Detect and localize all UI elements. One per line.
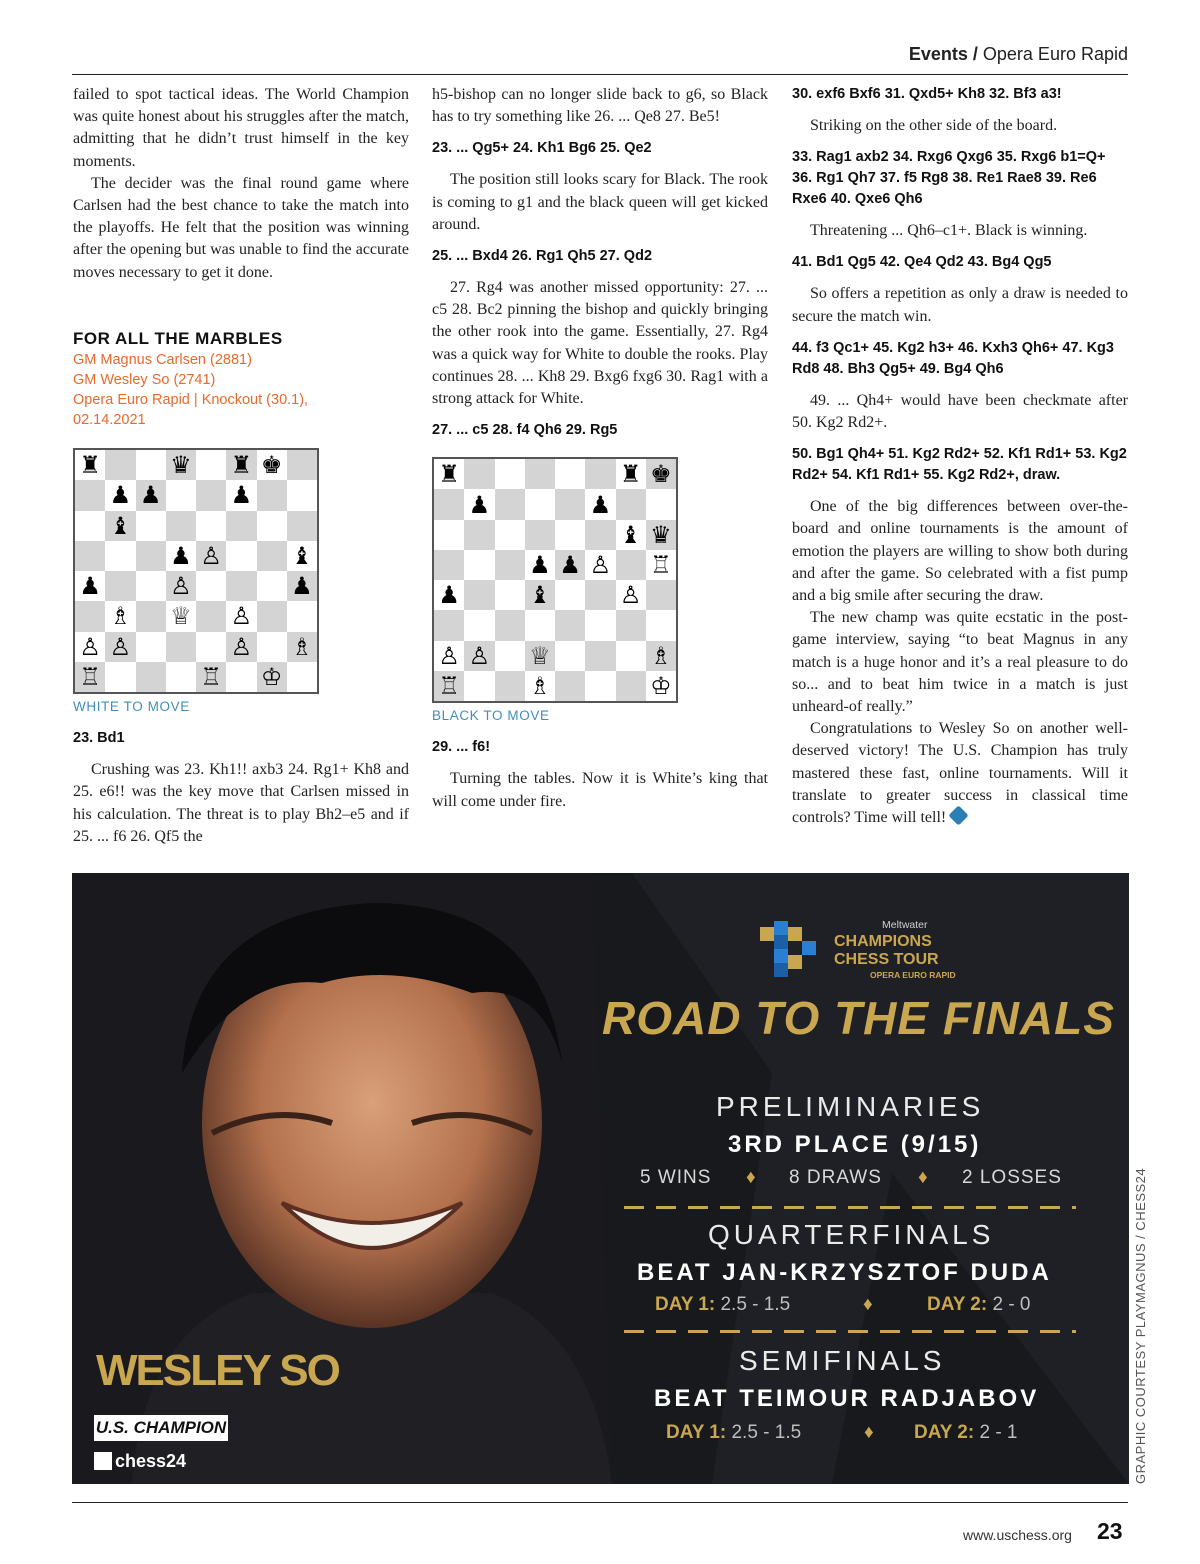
board-square	[585, 520, 615, 550]
paragraph: The decider was the final round game where Carlsen had the best chance to take the match into the playoffs. He felt that the position was winning after the opening but was unable to find the accurate moves necessary to get it done.	[73, 174, 409, 281]
qf-result: BEAT JAN-KRZYSZTOF DUDA	[637, 1259, 1052, 1286]
stage-semifinals: SEMIFINALS	[739, 1345, 946, 1376]
chess-piece-icon: ♔︎	[646, 671, 676, 701]
chess-piece-icon: ♙︎	[196, 541, 226, 571]
board-square	[464, 580, 494, 610]
chess-piece-icon: ♙︎	[166, 571, 196, 601]
logo-line-3: OPERA EURO RAPID	[870, 970, 956, 980]
paragraph: One of the big differences between over-the-board and online tournaments is the amount of emotion the players are willing to show both during and after the game. So celebrated with a fist pump and a big smile after securing the draw.	[792, 498, 1128, 605]
chess-piece-icon: ♗︎	[105, 601, 135, 631]
board-square	[136, 541, 166, 571]
game-white-player: GM Magnus Carlsen (2881)	[73, 352, 252, 369]
sf-day2-score: 2 - 1	[979, 1422, 1018, 1443]
chess-piece-icon: ♙︎	[464, 641, 494, 671]
board-square	[555, 459, 585, 489]
paragraph: h5-bishop can no longer slide back to g6, so Black has to try something like 26. ... Qe8 27. Be5!	[432, 86, 768, 126]
chess24-logo-icon	[94, 1452, 112, 1470]
board-square	[136, 450, 166, 480]
board-square	[495, 520, 525, 550]
board-square	[136, 662, 166, 692]
board-square	[196, 480, 226, 510]
board-square	[105, 571, 135, 601]
chess-piece-icon: ♜︎	[616, 459, 646, 489]
game-event: Opera Euro Rapid | Knockout (30.1),	[73, 392, 309, 409]
chess-piece-icon: ♟︎	[166, 541, 196, 571]
move-line: 30. exf6 Bxf6 31. Qxd5+ Kh8 32. Bf3 a3!	[792, 86, 1062, 102]
header-rule	[72, 74, 1128, 75]
sf-day1-score: 2.5 - 1.5	[731, 1422, 802, 1443]
footer-rule	[72, 1502, 1128, 1503]
move-line: 23. Bd1	[73, 730, 125, 747]
board-square	[495, 459, 525, 489]
game-date: 02.14.2021	[73, 412, 146, 429]
chess-piece-icon: ♟︎	[105, 480, 135, 510]
logo-line-2: CHESS TOUR	[834, 951, 939, 968]
chess-piece-icon: ♝︎	[105, 511, 135, 541]
board-square	[525, 610, 555, 640]
board-square	[585, 641, 615, 671]
chess24-logo	[94, 1451, 186, 1472]
board-square	[616, 610, 646, 640]
paragraph	[792, 718, 1128, 829]
board-square	[434, 610, 464, 640]
chess24-wordmark: chess24	[115, 1451, 187, 1471]
move-line: 50. Bg1 Qh4+ 51. Kg2 Rd2+ 52. Kf1 Rd1+ 53. Kg2 Rd2+ 54. Kf1 Rd1+ 55. Kg2 Rd2+, draw.	[792, 446, 1127, 484]
paragraph: Turning the tables. Now it is White’s king that will come under fire.	[432, 770, 768, 810]
sf-result: BEAT TEIMOUR RADJABOV	[654, 1385, 1040, 1412]
chess-piece-icon: ♙︎	[434, 641, 464, 671]
board-square	[585, 610, 615, 640]
chess-diagram-2	[432, 457, 678, 703]
column-1	[73, 84, 409, 848]
prelim-losses: 2 LOSSES	[962, 1167, 1062, 1188]
dashed-divider	[624, 1330, 1076, 1333]
paragraph: Striking on the other side of the board.	[810, 117, 1058, 134]
chess-piece-icon: ♟︎	[525, 550, 555, 580]
paragraph: So offers a repetition as only a draw is needed to secure the match win.	[792, 285, 1128, 325]
qf-day2-score: 2 - 0	[992, 1294, 1031, 1315]
board-square	[464, 520, 494, 550]
board-square	[105, 541, 135, 571]
sf-day1-label: DAY 1:	[666, 1422, 727, 1443]
chess-piece-icon: ♟︎	[585, 489, 615, 519]
board-square	[226, 662, 256, 692]
board-square	[616, 550, 646, 580]
chess-piece-icon: ♚︎	[646, 459, 676, 489]
board-square	[257, 480, 287, 510]
chess-piece-icon: ♙︎	[616, 580, 646, 610]
qf-day1-label: DAY 1:	[655, 1294, 716, 1315]
poster-headline: ROAD TO THE FINALS	[602, 992, 1115, 1044]
board-square	[75, 511, 105, 541]
player-name-logo: WESLEY SO	[96, 1346, 339, 1395]
separator-icon: ♦	[918, 1167, 929, 1188]
board-square	[616, 641, 646, 671]
board-square	[464, 550, 494, 580]
board-square	[136, 601, 166, 631]
board-square	[75, 541, 105, 571]
paragraph: The position still looks scary for Black. The rook is coming to g1 and the black queen will get kicked around.	[432, 171, 768, 233]
board-square	[555, 610, 585, 640]
board-square	[196, 601, 226, 631]
chess-piece-icon: ♙︎	[226, 632, 256, 662]
board-square	[434, 550, 464, 580]
chess-piece-icon: ♖︎	[646, 550, 676, 580]
board-square	[585, 671, 615, 701]
chess-piece-icon: ♗︎	[646, 641, 676, 671]
qf-day1-score: 2.5 - 1.5	[720, 1294, 791, 1315]
move-line: 33. Rag1 axb2 34. Rxg6 Qxg6 35. Rxg6 b1=Q+ 36. Rg1 Qh7 37. f5 Rg8 38. Re1 Rae8 39. Re6 Rxe6 40. Qxe6 Qh6	[792, 149, 1106, 208]
board-square	[646, 489, 676, 519]
player-title: U.S. CHAMPION	[94, 1415, 228, 1441]
board-square	[525, 520, 555, 550]
chess-piece-icon: ♝︎	[616, 520, 646, 550]
chess-piece-icon: ♝︎	[287, 541, 317, 571]
board-square	[287, 450, 317, 480]
board-caption: BLACK TO MOVE	[432, 708, 550, 724]
board-caption: WHITE TO MOVE	[73, 699, 190, 715]
move-line: 23. ... Qg5+ 24. Kh1 Bg6 25. Qe2	[432, 140, 652, 157]
chess-piece-icon: ♗︎	[287, 632, 317, 662]
board-square	[226, 571, 256, 601]
road-to-finals-graphic	[72, 873, 1129, 1484]
photo-credit: GRAPHIC COURTESY PLAYMAGNUS / CHESS24	[1133, 1167, 1148, 1484]
board-square	[196, 511, 226, 541]
board-square	[585, 459, 615, 489]
page-number: 23	[1097, 1518, 1123, 1544]
board-square	[226, 511, 256, 541]
chess-piece-icon: ♙︎	[75, 632, 105, 662]
chess-piece-icon: ♟︎	[226, 480, 256, 510]
chess-piece-icon: ♜︎	[75, 450, 105, 480]
board-square	[495, 610, 525, 640]
chess-diagram-1	[73, 448, 319, 694]
paragraph: Crushing was 23. Kh1!! axb3 24. Rg1+ Kh8 and 25. e6!! was the key move that Carlsen missed in his calculation. The threat is to play Bh2–e5 and if 25. ... f6 26. Qf5 the	[73, 761, 409, 845]
chess-piece-icon: ♜︎	[226, 450, 256, 480]
chess-piece-icon: ♟︎	[75, 571, 105, 601]
chess-piece-icon: ♝︎	[525, 580, 555, 610]
column-2	[432, 84, 768, 813]
board-square	[166, 632, 196, 662]
board-square	[75, 480, 105, 510]
column-3	[792, 84, 1128, 829]
move-line: 25. ... Bxd4 26. Rg1 Qh5 27. Qd2	[432, 248, 653, 265]
move-line: 41. Bd1 Qg5 42. Qe4 Qd2 43. Bg4 Qg5	[792, 254, 1052, 271]
chess-piece-icon: ♖︎	[196, 662, 226, 692]
board-square	[555, 489, 585, 519]
board-square	[616, 489, 646, 519]
board-square	[287, 480, 317, 510]
logo-line-1: CHAMPIONS	[834, 933, 932, 950]
separator-icon: ♦	[864, 1422, 874, 1443]
paragraph: Threatening ... Qh6–c1+. Black is winning.	[810, 222, 1088, 240]
sf-day2-label: DAY 2:	[914, 1422, 975, 1443]
chess-piece-icon: ♟︎	[555, 550, 585, 580]
separator-icon: ♦	[746, 1167, 757, 1188]
chess-piece-icon: ♖︎	[434, 671, 464, 701]
board-square	[75, 601, 105, 631]
section-label: Events /	[908, 44, 978, 64]
board-square	[495, 550, 525, 580]
game-black-player: GM Wesley So (2741)	[73, 372, 216, 389]
board-square	[105, 662, 135, 692]
chess-piece-icon: ♛︎	[646, 520, 676, 550]
move-line: 44. f3 Qc1+ 45. Kg2 h3+ 46. Kxh3 Qh6+ 47. Kg3 Rd8 48. Bh3 Qg5+ 49. Bg4 Qh6	[792, 339, 1114, 377]
board-square	[646, 580, 676, 610]
board-square	[287, 662, 317, 692]
board-square	[166, 480, 196, 510]
board-square	[136, 571, 166, 601]
board-square	[646, 610, 676, 640]
chess-piece-icon: ♙︎	[585, 550, 615, 580]
chess-piece-icon: ♔︎	[257, 662, 287, 692]
board-square	[434, 520, 464, 550]
board-square	[464, 610, 494, 640]
prelim-draws: 8 DRAWS	[789, 1167, 882, 1188]
board-square	[495, 671, 525, 701]
board-square	[257, 541, 287, 571]
board-square	[196, 571, 226, 601]
board-square	[464, 459, 494, 489]
chess-piece-icon: ♕︎	[166, 601, 196, 631]
board-square	[287, 601, 317, 631]
board-square	[166, 662, 196, 692]
board-square	[257, 632, 287, 662]
move-line: 29. ... f6!	[432, 739, 491, 756]
board-square	[616, 671, 646, 701]
board-square	[166, 511, 196, 541]
board-square	[226, 541, 256, 571]
chess-piece-icon: ♛︎	[166, 450, 196, 480]
chess-piece-icon: ♟︎	[464, 489, 494, 519]
chess-piece-icon: ♗︎	[525, 671, 555, 701]
board-square	[464, 671, 494, 701]
brand-label: Meltwater	[882, 919, 928, 931]
separator-icon: ♦	[863, 1294, 873, 1315]
prelim-wins: 5 WINS	[640, 1167, 712, 1188]
chess-piece-icon: ♟︎	[287, 571, 317, 601]
end-mark-icon	[949, 805, 969, 825]
board-square	[196, 632, 226, 662]
board-square	[495, 489, 525, 519]
board-square	[495, 580, 525, 610]
chess-piece-icon: ♟︎	[136, 480, 166, 510]
chess-piece-icon: ♖︎	[75, 662, 105, 692]
stage-preliminaries: PRELIMINARIES	[716, 1091, 985, 1122]
board-square	[287, 511, 317, 541]
prelim-place: 3RD PLACE (9/15)	[728, 1131, 982, 1158]
board-square	[434, 489, 464, 519]
board-square	[136, 511, 166, 541]
sf-day2	[914, 1422, 1018, 1444]
board-square	[105, 450, 135, 480]
chess-piece-icon: ♟︎	[434, 580, 464, 610]
chess-piece-icon: ♙︎	[105, 632, 135, 662]
board-square	[257, 571, 287, 601]
chess-piece-icon: ♚︎	[257, 450, 287, 480]
chess-piece-icon: ♜︎	[434, 459, 464, 489]
board-square	[257, 511, 287, 541]
chess-piece-icon: ♕︎	[525, 641, 555, 671]
board-square	[257, 601, 287, 631]
paragraph: failed to spot tactical ideas. The World Champion was quite honest about his struggles after the match, admitting that he didn’t trust himself in the key moments.	[73, 86, 409, 170]
board-square	[555, 520, 585, 550]
running-header	[909, 44, 1128, 65]
footer-url[interactable]: www.uschess.org	[963, 1527, 1072, 1543]
board-square	[555, 580, 585, 610]
board-square	[136, 632, 166, 662]
stage-quarterfinals: QUARTERFINALS	[708, 1219, 995, 1250]
paragraph: 27. Rg4 was another missed opportunity: 27. ... c5 28. Bc2 pinning the bishop and quickly bringing the other rook into the game. Essentially, 27. Rg4 was a quick way for White to double the rooks. Play continues 28. ... Kh8 29. Bxg6 fxg6 30. Rag1 with a strong attack for White.	[432, 279, 768, 408]
closing-text: Congratulations to Wesley So on another well-deserved victory! The U.S. Champion has truly mastered these fast, online tournaments. Will it translate to greater success in classical time controls? Time will tell!	[792, 720, 1128, 827]
qf-day2	[927, 1294, 1031, 1316]
sf-day1	[666, 1422, 801, 1444]
board-square	[555, 671, 585, 701]
qf-day2-label: DAY 2:	[927, 1294, 988, 1315]
paragraph: 49. ... Qh4+ would have been checkmate after 50. Kg2 Rd2+.	[792, 391, 1128, 432]
move-line: 27. ... c5 28. f4 Qh6 29. Rg5	[432, 422, 618, 439]
champions-tour-logo-icon	[760, 921, 824, 987]
board-square	[196, 450, 226, 480]
chess-piece-icon: ♙︎	[226, 601, 256, 631]
board-square	[585, 580, 615, 610]
board-square	[495, 641, 525, 671]
header-title: Opera Euro Rapid	[982, 44, 1128, 64]
board-square	[555, 641, 585, 671]
qf-day1	[655, 1294, 790, 1316]
paragraph: The new champ was quite ecstatic in the post-game interview, saying “to beat Magnus in any match is a huge honor and it’s a real pleasure to do so... and to beat him twice in a match is just unheard-of really.”	[792, 609, 1128, 716]
board-square	[525, 489, 555, 519]
section-title: FOR ALL THE MARBLES	[73, 328, 283, 348]
board-square	[525, 459, 555, 489]
dashed-divider	[624, 1206, 1076, 1209]
